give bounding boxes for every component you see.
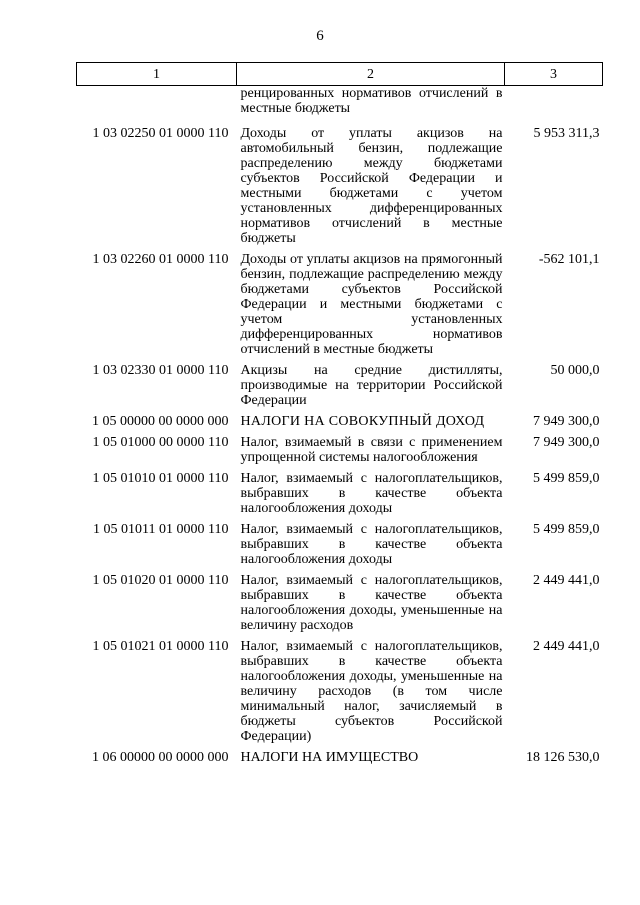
row-code: 1 05 01011 01 0000 110	[93, 522, 229, 537]
row-amount: 5 499 859,0	[533, 522, 600, 537]
row-amount	[505, 86, 603, 127]
table-row	[77, 639, 603, 750]
table-row	[77, 573, 603, 639]
table-row	[77, 414, 603, 435]
row-amount: 7 949 300,0	[533, 414, 600, 429]
table-row	[77, 363, 603, 414]
row-description: Налог, взимаемый с налогоплательщиков, выбравших в качестве объекта налогообложения доходы	[240, 522, 503, 567]
row-amount: 2 449 441,0	[533, 639, 600, 654]
table-row	[77, 126, 603, 252]
row-description: Акцизы на средние дистилляты, производимые на территории Российской Федерации	[240, 363, 503, 408]
table-row	[77, 522, 603, 573]
table-row	[77, 750, 603, 771]
table-row	[77, 471, 603, 522]
row-amount: 5 499 859,0	[533, 471, 600, 486]
row-amount: 2 449 441,0	[533, 573, 600, 588]
row-amount: 5 953 311,3	[533, 126, 600, 141]
row-code: 1 05 00000 00 0000 000	[92, 414, 229, 429]
row-code: 1 03 02330 01 0000 110	[92, 363, 229, 378]
row-code: 1 05 01010 01 0000 110	[92, 471, 229, 486]
row-code: 1 05 01000 00 0000 110	[92, 435, 229, 450]
row-amount: 7 949 300,0	[533, 435, 600, 450]
row-code: 1 03 02250 01 0000 110	[92, 126, 229, 141]
table-row-continuation	[77, 86, 603, 127]
row-description: Налог, взимаемый с налогоплательщиков, выбравших в качестве объекта налогообложения доходы, уменьшенные на величину расходов (в том числе минимальный налог, зачисляемый в бюджеты субъектов Российской Федерации)	[240, 639, 503, 744]
row-amount: 50 000,0	[550, 363, 600, 378]
row-amount: 18 126 530,0	[526, 750, 600, 765]
row-code: 1 06 00000 00 0000 000	[92, 750, 229, 765]
revenue-table	[76, 62, 603, 771]
column-header-amount: 3	[505, 63, 603, 86]
row-code: 1 03 02260 01 0000 110	[92, 252, 229, 267]
row-code: 1 05 01020 01 0000 110	[92, 573, 229, 588]
row-description: НАЛОГИ НА СОВОКУПНЫЙ ДОХОД	[240, 414, 485, 429]
table-row	[77, 252, 603, 363]
table-row	[77, 435, 603, 471]
row-description: ренцированных нормативов отчислений в местные бюджеты	[240, 86, 503, 116]
row-description: Налог, взимаемый в связи с применением упрощенной системы налогообложения	[240, 435, 503, 465]
row-description: Налог, взимаемый с налогоплательщиков, выбравших в качестве объекта налогообложения доходы, уменьшенные на величину расходов	[240, 573, 503, 633]
table-header-row	[77, 63, 603, 86]
row-description: Доходы от уплаты акцизов на автомобильный бензин, подлежащие распределению между бюджетами субъектов Российской Федерации и местными бюджетами с учетом установленных дифференцированных нормативов отчислений в местные бюджеты	[240, 126, 503, 246]
row-description: Налог, взимаемый с налогоплательщиков, выбравших в качестве объекта налогообложения доходы	[240, 471, 503, 516]
page-number: 6	[316, 28, 324, 44]
row-code	[77, 86, 237, 127]
row-amount: -562 101,1	[538, 252, 600, 267]
column-header-description: 2	[237, 63, 505, 86]
row-description: НАЛОГИ НА ИМУЩЕСТВО	[240, 750, 419, 765]
row-code: 1 05 01021 01 0000 110	[92, 639, 229, 654]
column-header-code: 1	[77, 63, 237, 86]
row-description: Доходы от уплаты акцизов на прямогонный бензин, подлежащие распределению между бюджетами субъектов Российской Федерации и местными бюджетами с учетом установленных дифференцированных нормативов отчислений в местные бюджеты	[240, 252, 503, 357]
